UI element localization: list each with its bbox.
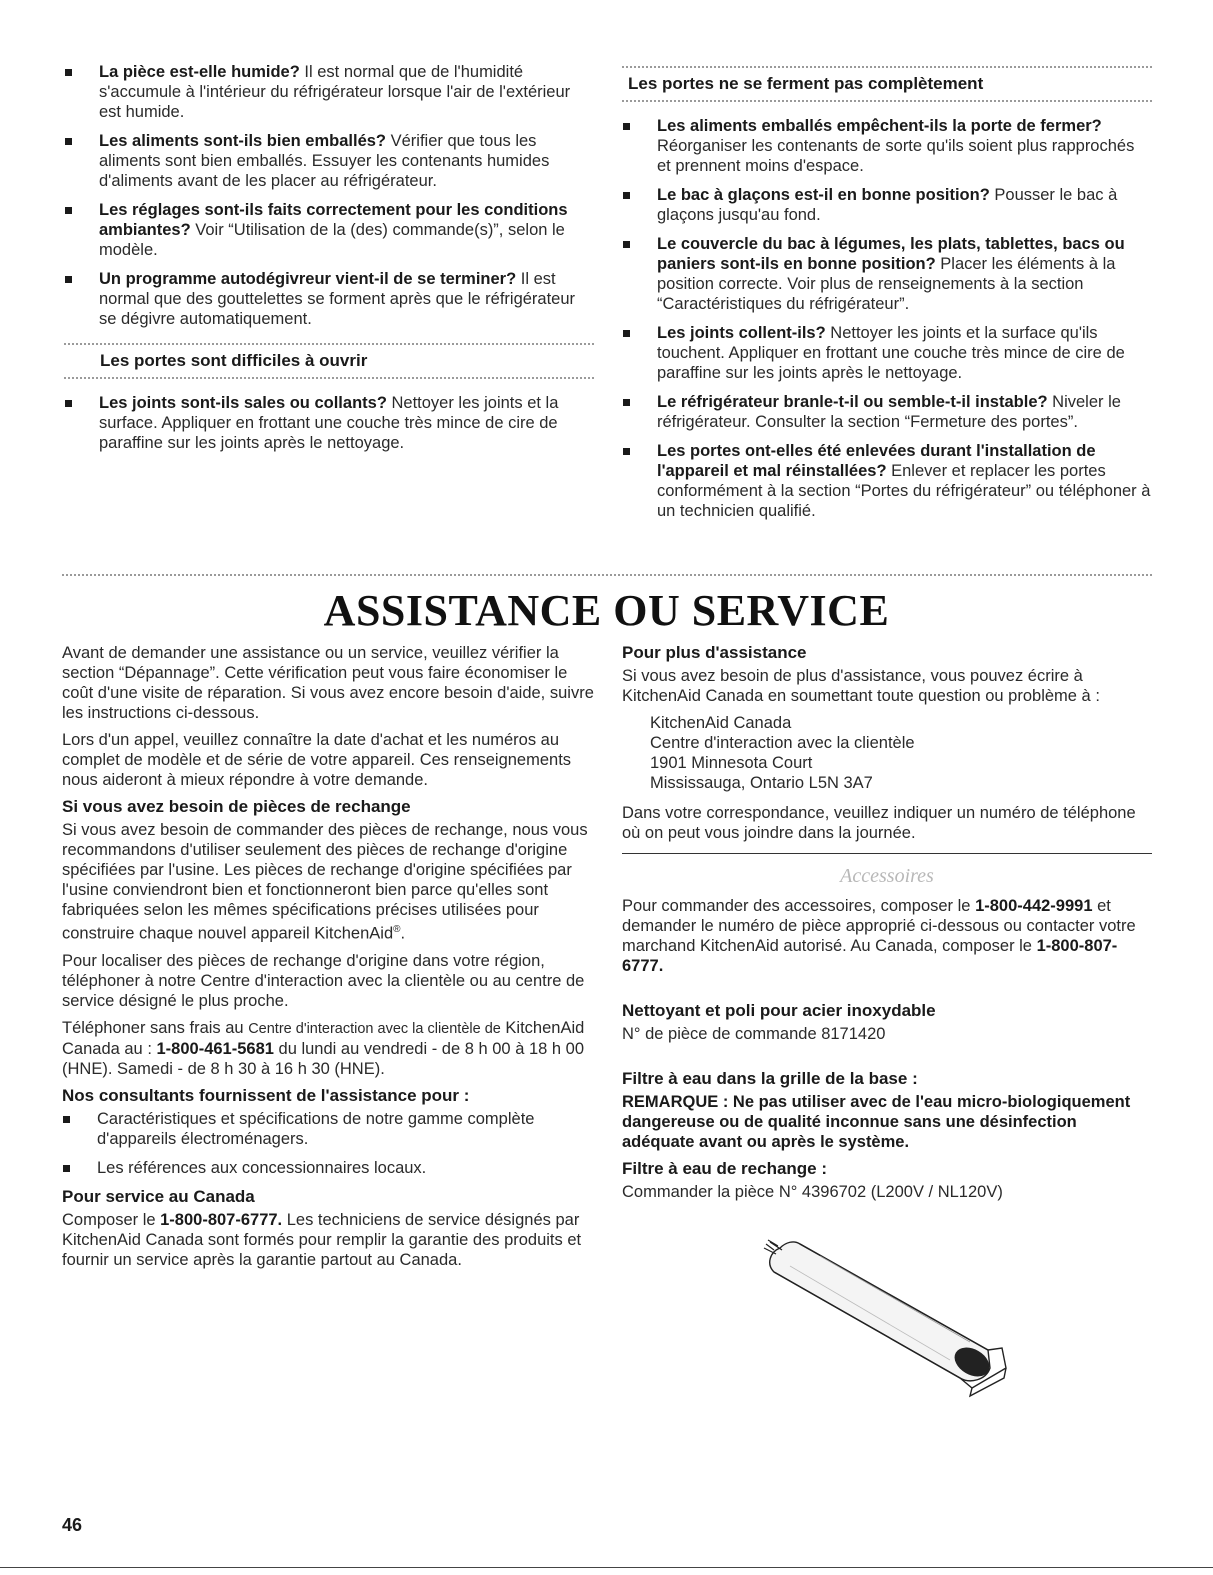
answer-text: Réorganiser les contenants de sorte qu'ils soient plus rapprochés et prennent moins d'espace. xyxy=(657,137,1135,175)
question-text: Les réglages sont-ils faits correctement pour les conditions ambiantes? xyxy=(99,201,568,239)
water-filter-illustration xyxy=(760,1238,1010,1398)
checklist-item xyxy=(622,392,1152,432)
list-item xyxy=(62,1109,594,1149)
bullet-icon xyxy=(623,192,630,199)
checklist-item xyxy=(64,269,594,329)
checklist-item xyxy=(622,185,1152,225)
section-divider xyxy=(62,574,1152,576)
more-assistance-heading: Pour plus d'assistance xyxy=(622,643,807,662)
address-line: Centre d'interaction avec la clientèle xyxy=(650,734,915,752)
dotted-divider xyxy=(64,377,594,379)
bullet-icon xyxy=(623,330,630,337)
answer-text: Vérifier que tous les aliments sont bien emballés. Essuyer les contenants humides d'aliments avant de les placer au réfrigérateur. xyxy=(99,132,550,190)
answer-text: Nettoyer les joints et la surface qu'ils touchent. Appliquer en frottant une couche très mince de cire de paraffine sur les joints après le nettoyage. xyxy=(657,324,1125,382)
bullet-icon xyxy=(63,1165,70,1172)
parts-paragraph-2: Pour localiser des pièces de rechange d'origine dans votre région, téléphoner à notre Centre d'interaction avec la clientèle ou au centre de service désigné le plus proche. xyxy=(62,951,585,1010)
bullet-icon xyxy=(65,138,72,145)
more-assistance-paragraph: Si vous avez besoin de plus d'assistance, vous pouvez écrire à KitchenAid Canada en soumettant toute question ou problème à : xyxy=(622,667,1100,705)
bullet-icon xyxy=(623,448,630,455)
bullet-icon xyxy=(65,276,72,283)
right-top-column xyxy=(622,66,1152,530)
humidity-checklist xyxy=(64,62,594,329)
checklist-item xyxy=(622,441,1152,521)
checklist-item xyxy=(64,131,594,191)
parts-paragraph: Si vous avez besoin de commander des pièces de rechange, nous vous recommandons d'utiliser seulement des pièces de rechange d'origine spécifiées par l'usine. Les pièces de rechange d'origine spécifiées par l'usine conviendront bien et fonctionneront bien parce qu'elles sont fabriquées selon les mêmes spécifications précises utilisées pour construire chaque nouvel appareil KitchenAid®. xyxy=(62,821,588,943)
accessories-title: Accessoires xyxy=(840,865,934,887)
question-text: La pièce est-elle humide? xyxy=(99,63,300,81)
canada-phone-number: 1-800-807-6777. xyxy=(622,937,1118,975)
address-line: KitchenAid Canada xyxy=(650,714,792,732)
replacement-filter-part: Commander la pièce N° 4396702 (L200V / NL120V) xyxy=(622,1183,1003,1201)
answer-text: Niveler le réfrigérateur. Consulter la section “Fermeture des portes”. xyxy=(657,393,1121,431)
right-bottom-column xyxy=(622,643,1152,1209)
checklist-item xyxy=(622,323,1152,383)
steel-cleaner-part: N° de pièce de commande 8171420 xyxy=(622,1025,886,1043)
checklist-item xyxy=(622,234,1152,314)
list-item-text: Les références aux concessionnaires locaux. xyxy=(97,1158,427,1177)
service-heading: Pour service au Canada xyxy=(62,1186,255,1206)
bullet-icon xyxy=(65,400,72,407)
bullet-icon xyxy=(65,207,72,214)
question-text: Un programme autodégivreur vient-il de se terminer? xyxy=(99,270,517,288)
consultants-list xyxy=(62,1109,594,1178)
phone-number: 1-800-461-5681 xyxy=(156,1039,274,1058)
answer-text: Pousser le bac à glaçons jusqu'au fond. xyxy=(657,186,1118,224)
answer-text: Enlever et replacer les portes conformément à la section “Portes du réfrigérateur” ou téléphoner à un technicien qualifié. xyxy=(657,462,1151,520)
question-text: Les joints sont-ils sales ou collants? xyxy=(99,394,387,412)
answer-text: Nettoyer les joints et la surface. Appliquer en frottant une couche très mince de cire de paraffine sur les joints après le nettoyage. xyxy=(99,394,559,452)
doors-close-section xyxy=(622,66,1152,102)
question-text: Le couvercle du bac à légumes, les plats, tablettes, bacs ou paniers sont-ils en bonne position? xyxy=(657,235,1125,273)
replacement-filter-heading: Filtre à eau de rechange : xyxy=(622,1159,828,1178)
intro-paragraph-2: Lors d'un appel, veuillez connaître la date d'achat et les numéros au complet de modèle et de série de votre appareil. Ces renseignements nous aideront à mieux répondre à votre demande. xyxy=(62,731,572,789)
question-text: Les aliments sont-ils bien emballés? xyxy=(99,132,387,150)
steel-cleaner-heading: Nettoyant et poli pour acier inoxydable xyxy=(622,1001,936,1020)
question-text: Les aliments emballés empêchent-ils la porte de fermer? xyxy=(657,117,1102,135)
list-item-text: Caractéristiques et spécifications de notre gamme complète d'appareils électroménagers. xyxy=(97,1109,535,1148)
checklist-item xyxy=(64,200,594,260)
question-text: Les joints collent-ils? xyxy=(657,324,826,342)
dotted-divider xyxy=(622,100,1152,102)
filter-heading: Filtre à eau dans la grille de la base : xyxy=(622,1069,918,1088)
page-title: ASSISTANCE OU SERVICE xyxy=(323,586,890,635)
consultants-heading: Nos consultants fournissent de l'assistance pour : xyxy=(62,1085,470,1105)
page-number: 46 xyxy=(62,1515,83,1535)
mailing-address xyxy=(622,713,1152,793)
bullet-icon xyxy=(63,1116,70,1123)
service-phone-number: 1-800-807-6777. xyxy=(160,1210,283,1229)
question-text: Les portes ont-elles été enlevées durant l'installation de l'appareil et mal réinstallées? xyxy=(657,442,1096,480)
correspondence-paragraph: Dans votre correspondance, veuillez indiquer un numéro de téléphone où on peut vous joindre dans la journée. xyxy=(622,804,1136,842)
checklist-item xyxy=(64,62,594,122)
accessories-divider xyxy=(622,853,1152,854)
answer-text: Il est normal que des gouttelettes se forment après que le réfrigérateur se dégivre automatiquement. xyxy=(99,270,576,328)
checklist-item xyxy=(622,116,1152,176)
answer-text: Il est normal que de l'humidité s'accumule à l'intérieur du réfrigérateur lorsque l'air de l'extérieur est humide. xyxy=(99,63,571,121)
left-bottom-column xyxy=(62,643,594,1277)
question-text: Le bac à glaçons est-il en bonne position? xyxy=(657,186,990,204)
address-line: 1901 Minnesota Court xyxy=(650,754,813,772)
footer-rule xyxy=(0,1567,1213,1568)
phone-paragraph: Téléphoner sans frais au Centre d'interaction avec la clientèle de KitchenAid Canada au : 1-800-461-5681 du lundi au vendredi - de 8 h 00 à 18 h 00 (HNE). Samedi - de 8 h 30 à 16 h 30 (HNE). xyxy=(62,1018,585,1078)
bullet-icon xyxy=(65,69,72,76)
parts-heading: Si vous avez besoin de pièces de rechange xyxy=(62,797,411,816)
left-top-column xyxy=(64,62,594,462)
doors-close-heading: Les portes ne se ferment pas complètement xyxy=(628,74,984,93)
checklist-item xyxy=(64,393,594,453)
accessories-paragraph: Pour commander des accessoires, composer le 1-800-442-9991 et demander le numéro de pièce approprié ci-dessous ou contacter votre marchand KitchenAid autorisé. Au Canada, composer le 1-800-807-6777. xyxy=(622,897,1136,975)
answer-text: Placer les éléments à la position correcte. Voir plus de renseignements à la section “Caractéristiques du réfrigérateur”. xyxy=(657,255,1116,313)
filter-remark: REMARQUE : Ne pas utiliser avec de l'eau micro-biologiquement dangereuse ou de qualité inconnue sans une désinfection adéquate avant ou après le système. xyxy=(622,1093,1131,1151)
accessories-phone-number: 1-800-442-9991 xyxy=(975,897,1093,915)
doors-hard-checklist xyxy=(64,393,594,453)
address-line: Mississauga, Ontario L5N 3A7 xyxy=(650,774,873,792)
intro-paragraph: Avant de demander une assistance ou un service, veuillez vérifier la section “Dépannage”. Cette vérification peut vous faire économiser le coût d'une visite de réparation. Si vous avez encore besoin d'aide, suivre les instructions ci-dessous. xyxy=(62,644,594,722)
bullet-icon xyxy=(623,399,630,406)
service-paragraph: Composer le 1-800-807-6777. Les techniciens de service désignés par KitchenAid Canada sont formés pour remplir la garantie des produits et fournir un service après la garantie partout au Canada. xyxy=(62,1210,582,1269)
list-item xyxy=(62,1158,594,1178)
doors-close-checklist xyxy=(622,116,1152,521)
bullet-icon xyxy=(623,123,630,130)
bullet-icon xyxy=(623,241,630,248)
doors-hard-heading: Les portes sont difficiles à ouvrir xyxy=(100,351,368,370)
question-text: Le réfrigérateur branle-t-il ou semble-t-il instable? xyxy=(657,393,1048,411)
answer-text: Voir “Utilisation de la (des) commande(s)”, selon le modèle. xyxy=(99,221,565,259)
doors-hard-section xyxy=(64,343,594,379)
